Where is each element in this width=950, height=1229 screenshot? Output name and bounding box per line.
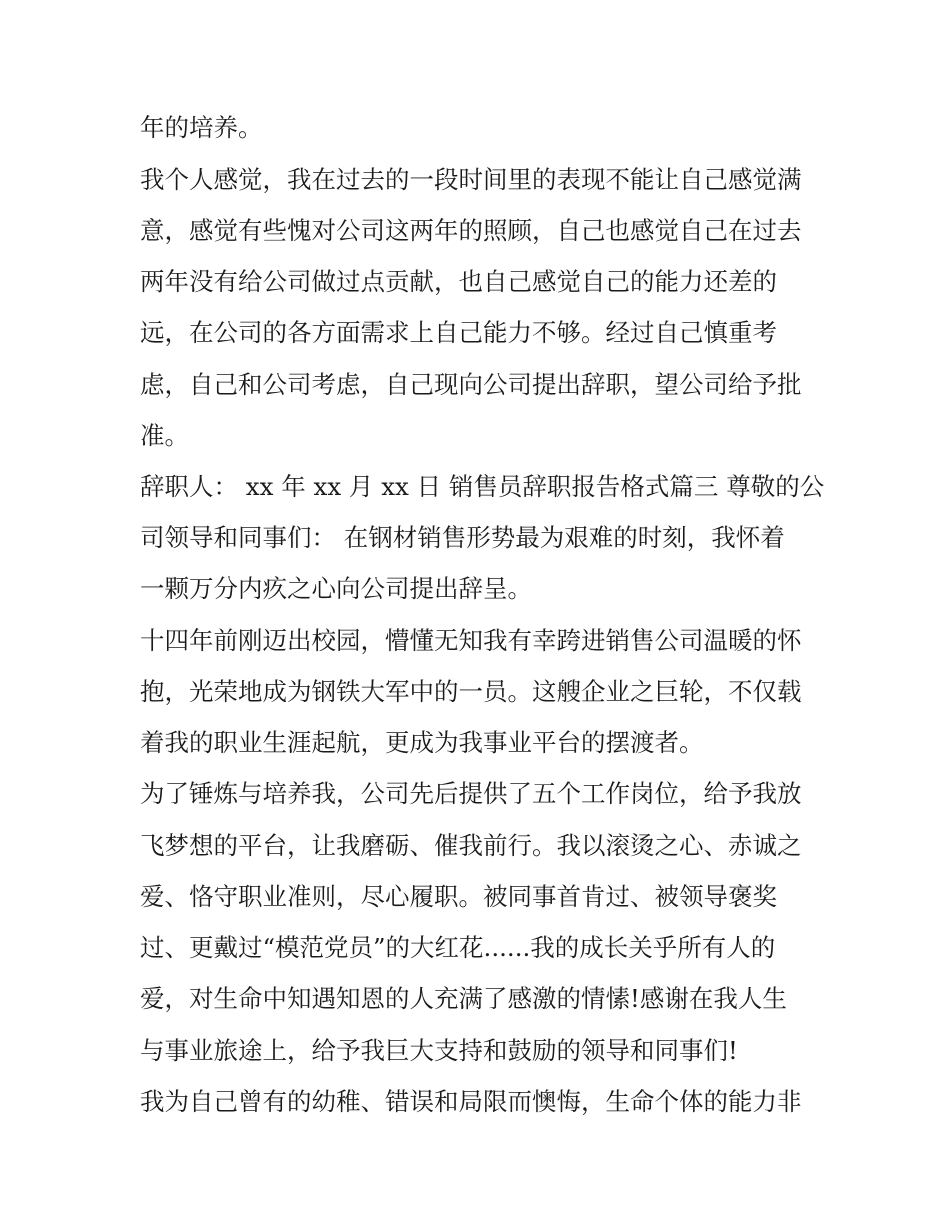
text-line: 过、更戴过“模范党员”的大红花......我的成长关乎所有人的 [140,933,776,962]
text-line: 与事业旅途上，给予我巨大支持和鼓励的领导和同事们! [140,1036,738,1065]
text-line: 我个人感觉，我在过去的一段时间里的表现不能让自己感觉满 [140,165,802,194]
text-line: 司领导和同事们： 在钢材销售形势最为艰难的时刻，我怀着 [140,523,785,552]
text-line: 爱，对生命中知遇知恩的人充满了感激的情愫!感谢在我人生 [140,984,787,1013]
text-line: 着我的职业生涯起航，更成为我事业平台的摆渡者。 [140,728,704,757]
text-line: 准。 [140,421,189,450]
text-line: 意，感觉有些愧对公司这两年的照顾，自己也感觉自己在过去 [140,216,802,245]
text-line: 飞梦想的平台，让我磨砺、催我前行。我以滚烫之心、赤诚之 [140,831,802,860]
text-line: 远，在公司的各方面需求上自己能力不够。经过自己慎重考 [140,318,777,347]
text-line: 我为自己曾有的幼稚、错误和局限而懊悔，生命个体的能力非 [140,1087,802,1116]
text-line: 十四年前刚迈出校园，懵懂无知我有幸跨进销售公司温暖的怀 [140,626,802,655]
text-line: 为了锤炼与培养我，公司先后提供了五个工作岗位，给予我放 [140,779,802,808]
text-line: 抱，光荣地成为钢铁大军中的一员。这艘企业之巨轮，不仅载 [140,677,802,706]
text-line: 虑，自己和公司考虑，自己现向公司提出辞职，望公司给予批 [140,370,802,399]
text-line: 一颗万分内疚之心向公司提出辞呈。 [140,574,532,603]
text-line: 辞职人： xx 年 xx 月 xx 日 销售员辞职报告格式篇三 尊敬的公 [140,472,825,501]
text-line: 年的培养。 [140,113,263,142]
text-line: 爱、恪守职业准则，尽心履职。被同事首肯过、被领导褒奖 [140,882,777,911]
text-line: 两年没有给公司做过点贡献，也自己感觉自己的能力还差的 [140,267,777,296]
